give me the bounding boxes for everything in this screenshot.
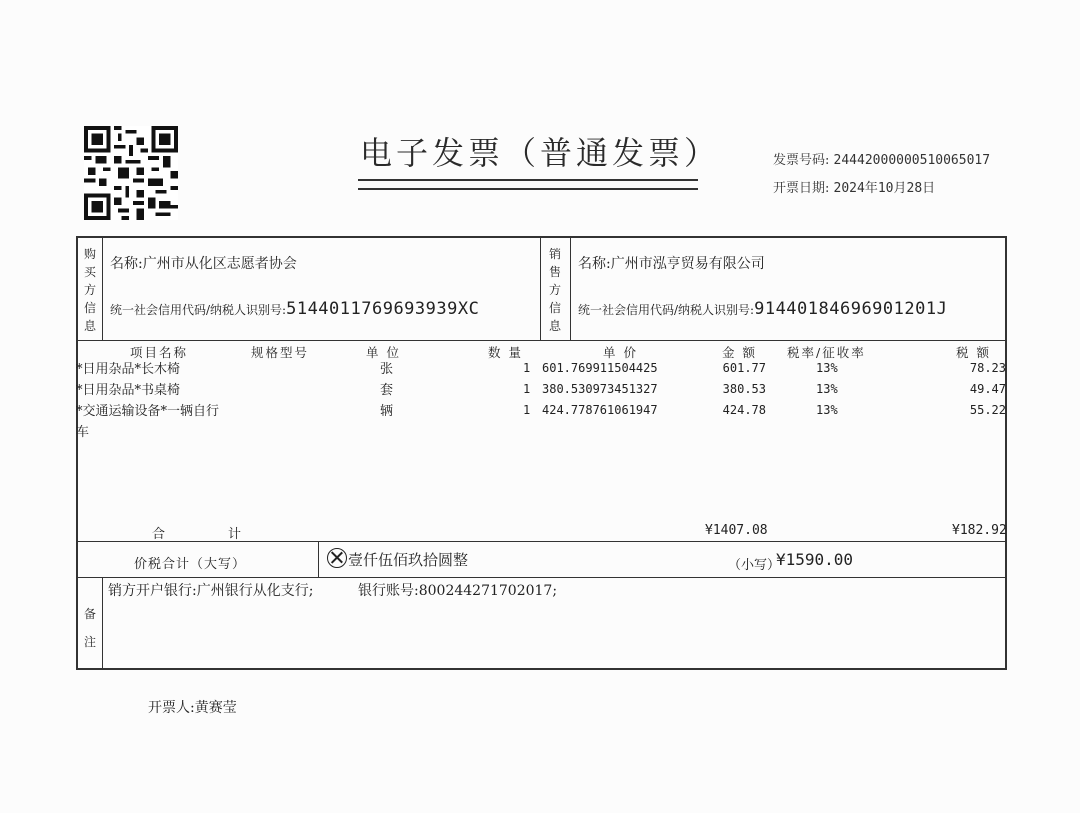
- invoice-number-value: 24442000000510065017: [833, 153, 991, 168]
- total-label-he: 合: [152, 527, 166, 542]
- remarks-bank: 销方开户银行:广州银行从化支行;: [108, 583, 314, 599]
- item-name: *日用杂品*书桌椅: [76, 383, 181, 398]
- drawer-label: 开票人:: [148, 700, 195, 716]
- item-qty: 1: [523, 361, 531, 375]
- remarks-account: 银行账号:800244271702017;: [358, 583, 558, 599]
- item-rate: 13%: [816, 382, 838, 396]
- item-price: 601.769911504425: [542, 361, 658, 375]
- col-price: 单 价: [603, 345, 638, 360]
- item-unit: 张: [380, 362, 394, 377]
- remarks-label-divider: [102, 577, 103, 670]
- issue-date: [773, 177, 935, 196]
- invoice-number: [773, 149, 990, 168]
- seller-side-label: 销 售 方 信 息: [548, 247, 561, 333]
- item-rate: 13%: [816, 361, 838, 375]
- seller-label-divider: [570, 236, 571, 340]
- col-tax-rate: 税率/征收率: [787, 345, 866, 360]
- invoice-title: 电子发票（普通发票）: [359, 134, 720, 172]
- item-tax: 49.47: [969, 382, 1006, 396]
- party-mid-divider: [540, 236, 541, 340]
- drawer: [148, 697, 237, 717]
- item-qty: 1: [523, 403, 531, 417]
- party-divider: [76, 340, 1007, 341]
- item-tax: 78.23: [969, 361, 1006, 375]
- item-qty: 1: [523, 382, 531, 396]
- item-amount: 601.77: [722, 361, 766, 375]
- grand-total-small-label: （小写）: [728, 558, 781, 573]
- buyer-side-label: 购 买 方 信 息: [83, 247, 96, 333]
- item-tax: 55.22: [969, 403, 1006, 417]
- item-unit: 辆: [380, 404, 394, 419]
- cross-circle-icon: [327, 548, 347, 568]
- grand-total-label-divider: [318, 541, 319, 577]
- col-spec: 规格型号: [251, 345, 310, 360]
- buyer-tax-id: 统一社会信用代码/纳税人识别号:5144011769693939XC: [110, 299, 480, 319]
- issue-date-value: 2024年10月28日: [833, 181, 936, 196]
- issue-date-label: 开票日期:: [773, 181, 830, 196]
- col-unit: 单 位: [366, 345, 401, 360]
- item-amount: 424.78: [722, 403, 766, 417]
- buyer-name: 名称:广州市从化区志愿者协会: [110, 256, 297, 272]
- item-name: *交通运输设备*一辆自行: [76, 404, 220, 419]
- seller-name: 名称:广州市泓亨贸易有限公司: [578, 256, 765, 272]
- remarks-side-label: 备 注: [83, 607, 96, 649]
- total-label-ji: 计: [228, 527, 242, 542]
- item-rate: 13%: [816, 403, 838, 417]
- drawer-name: 黄赛莹: [194, 700, 237, 716]
- grand-total-divider: [76, 577, 1007, 578]
- item-name-continued: 车: [76, 425, 90, 440]
- grand-total-small-value: ¥1590.00: [776, 550, 854, 569]
- total-amount: ¥1407.08: [705, 523, 768, 538]
- item-price: 380.530973451327: [542, 382, 658, 396]
- grand-total-label: 价税合计（大写）: [134, 557, 247, 572]
- buyer-label-divider: [102, 236, 103, 340]
- total-tax: ¥182.92: [952, 523, 1007, 538]
- item-price: 424.778761061947: [542, 403, 658, 417]
- title-double-underline: [358, 179, 698, 190]
- seller-tax-id: 统一社会信用代码/纳税人识别号:91440184696901201J: [578, 299, 948, 319]
- item-amount: 380.53: [722, 382, 766, 396]
- col-tax: 税 额: [956, 345, 991, 360]
- total-divider: [76, 541, 1007, 542]
- col-amount: 金 额: [722, 345, 757, 360]
- grand-total-in-words: 壹仟伍佰玖拾圆整: [348, 551, 469, 569]
- col-qty: 数 量: [488, 345, 523, 360]
- item-name: *日用杂品*长木椅: [76, 362, 181, 377]
- qr-code: [84, 126, 178, 220]
- invoice-number-label: 发票号码:: [773, 153, 830, 168]
- item-unit: 套: [380, 383, 394, 398]
- col-item-name: 项目名称: [130, 345, 189, 360]
